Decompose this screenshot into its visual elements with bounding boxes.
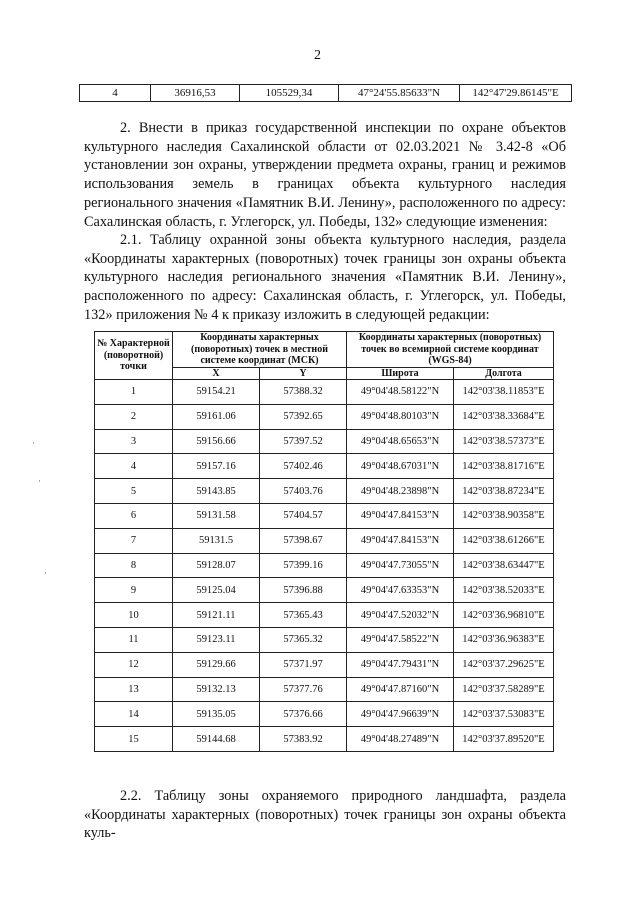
table-cell: 142°03'38.63447"E bbox=[454, 553, 554, 578]
table-cell: 49°04'47.58522"N bbox=[347, 627, 454, 652]
table-row bbox=[95, 454, 554, 479]
coordinates-table bbox=[94, 331, 554, 752]
table-cell: 15 bbox=[95, 727, 173, 752]
table-cell: 49°04'47.52032"N bbox=[347, 603, 454, 628]
table-header-row bbox=[95, 332, 554, 368]
table-cell: 12 bbox=[95, 652, 173, 677]
table-row bbox=[95, 404, 554, 429]
table-cell: 49°04'47.63353"N bbox=[347, 578, 454, 603]
table-cell: 142°03'38.61266"E bbox=[454, 528, 554, 553]
header-x: X bbox=[173, 367, 260, 380]
table-cell: 57398.67 bbox=[260, 528, 347, 553]
table-cell: 57403.76 bbox=[260, 479, 347, 504]
table-cell: 49°04'47.84153"N bbox=[347, 503, 454, 528]
table-cell: 49°04'47.73055"N bbox=[347, 553, 454, 578]
table-cell: 142°03'38.52033"E bbox=[454, 578, 554, 603]
table-cell: 6 bbox=[95, 503, 173, 528]
table-cell: 59156.66 bbox=[173, 429, 260, 454]
table-cell: 59135.05 bbox=[173, 702, 260, 727]
table-cell: 4 bbox=[95, 454, 173, 479]
table-cell: 142°47'29.86145"E bbox=[460, 85, 572, 102]
table-cell: 59143.85 bbox=[173, 479, 260, 504]
table-cell: 49°04'48.58122"N bbox=[347, 380, 454, 405]
table-cell: 49°04'47.87160"N bbox=[347, 677, 454, 702]
table-cell: 57402.46 bbox=[260, 454, 347, 479]
table-cell: 59131.5 bbox=[173, 528, 260, 553]
table-cell: 57376.66 bbox=[260, 702, 347, 727]
table-cell: 142°03'36.96383"E bbox=[454, 627, 554, 652]
scan-mark: · bbox=[38, 476, 41, 486]
table-row bbox=[95, 652, 554, 677]
table-cell: 57397.52 bbox=[260, 429, 347, 454]
table-cell: 142°03'37.29625"E bbox=[454, 652, 554, 677]
table-cell: 59161.06 bbox=[173, 404, 260, 429]
table-cell: 49°04'48.65653"N bbox=[347, 429, 454, 454]
table-cell: 8 bbox=[95, 553, 173, 578]
table-cell: 59125.04 bbox=[173, 578, 260, 603]
table-cell: 49°04'48.80103"N bbox=[347, 404, 454, 429]
table-cell: 9 bbox=[95, 578, 173, 603]
table-cell: 59123.11 bbox=[173, 627, 260, 652]
table-cell: 57365.32 bbox=[260, 627, 347, 652]
scan-mark: · bbox=[32, 438, 35, 448]
table-cell: 49°04'48.67031"N bbox=[347, 454, 454, 479]
table-cell: 11 bbox=[95, 627, 173, 652]
table-cell: 59121.11 bbox=[173, 603, 260, 628]
top-coordinates-table bbox=[79, 84, 572, 102]
header-y: Y bbox=[260, 367, 347, 380]
table-cell: 49°04'48.23898"N bbox=[347, 479, 454, 504]
table-row bbox=[95, 727, 554, 752]
table-row bbox=[95, 578, 554, 603]
table-cell: 49°04'48.27489"N bbox=[347, 727, 454, 752]
table-cell: 142°03'38.33684"E bbox=[454, 404, 554, 429]
table-cell: 57392.65 bbox=[260, 404, 347, 429]
table-cell: 142°03'36.96810"E bbox=[454, 603, 554, 628]
table-cell: 57383.92 bbox=[260, 727, 347, 752]
header-lon: Долгота bbox=[454, 367, 554, 380]
scan-mark: · bbox=[44, 568, 47, 578]
table-cell: 57388.32 bbox=[260, 380, 347, 405]
table-cell: 59128.07 bbox=[173, 553, 260, 578]
table-row bbox=[95, 479, 554, 504]
table-cell: 142°03'38.11853"E bbox=[454, 380, 554, 405]
table-row bbox=[95, 380, 554, 405]
table-row bbox=[95, 553, 554, 578]
table-cell: 142°03'38.90358"E bbox=[454, 503, 554, 528]
table-row bbox=[95, 677, 554, 702]
table-cell: 142°03'37.58289"E bbox=[454, 677, 554, 702]
table-row bbox=[95, 702, 554, 727]
table-cell: 142°03'38.57373"E bbox=[454, 429, 554, 454]
table-cell: 59157.16 bbox=[173, 454, 260, 479]
page-number: 2 bbox=[314, 48, 321, 63]
table-cell: 49°04'47.96639"N bbox=[347, 702, 454, 727]
table-row bbox=[95, 603, 554, 628]
table-cell: 57399.16 bbox=[260, 553, 347, 578]
table-cell: 59132.13 bbox=[173, 677, 260, 702]
table-cell: 13 bbox=[95, 677, 173, 702]
table-row bbox=[95, 528, 554, 553]
table-row bbox=[95, 429, 554, 454]
table-cell: 59131.58 bbox=[173, 503, 260, 528]
table-cell: 59144.68 bbox=[173, 727, 260, 752]
table-cell: 47°24'55.85633"N bbox=[339, 85, 460, 102]
table-cell: 3 bbox=[95, 429, 173, 454]
table-cell: 4 bbox=[80, 85, 151, 102]
table-cell: 5 bbox=[95, 479, 173, 504]
table-row bbox=[80, 85, 572, 102]
table-cell: 36916,53 bbox=[151, 85, 240, 102]
table-cell: 57404.57 bbox=[260, 503, 347, 528]
table-cell: 1 bbox=[95, 380, 173, 405]
paragraph-2-2: 2.2. Таблицу зоны охраняемого природного ландшафта, раздела «Координаты характерных (поворотных) точек границы зон охраны объекта куль- bbox=[84, 788, 566, 842]
table-cell: 49°04'47.84153"N bbox=[347, 528, 454, 553]
header-wgs: Координаты характерных (поворотных) точек во всемирной системе координат (WGS-84) bbox=[347, 332, 554, 368]
table-cell: 142°03'37.89520"E bbox=[454, 727, 554, 752]
table-cell: 57371.97 bbox=[260, 652, 347, 677]
header-lat: Широта bbox=[347, 367, 454, 380]
table-cell: 105529,34 bbox=[240, 85, 339, 102]
table-cell: 142°03'37.53083"E bbox=[454, 702, 554, 727]
header-point-number: № Характерной (поворотной) точки bbox=[95, 332, 173, 380]
table-cell: 59154.21 bbox=[173, 380, 260, 405]
table-row bbox=[95, 503, 554, 528]
table-cell: 49°04'47.79431"N bbox=[347, 652, 454, 677]
paragraph-2-1: 2.1. Таблицу охранной зоны объекта культурного наследия, раздела «Координаты характерных (поворотных) точек границы зон охраны объекта культурного наследия регионального значения «Памятник В.И. Ленину», расположенного по адресу: Сахалинская область, г. Углегорск, ул. Победы, 132» приложения № 4 к приказу изложить в следующей редакции: bbox=[84, 232, 566, 323]
table-cell: 142°03'38.87234"E bbox=[454, 479, 554, 504]
table-cell: 14 bbox=[95, 702, 173, 727]
table-row bbox=[95, 627, 554, 652]
table-cell: 59129.66 bbox=[173, 652, 260, 677]
table-cell: 10 bbox=[95, 603, 173, 628]
header-msk: Координаты характерных (поворотных) точек в местной системе координат (МСК) bbox=[173, 332, 347, 368]
table-cell: 57377.76 bbox=[260, 677, 347, 702]
table-cell: 57365.43 bbox=[260, 603, 347, 628]
table-cell: 2 bbox=[95, 404, 173, 429]
table-cell: 7 bbox=[95, 528, 173, 553]
table-cell: 57396.88 bbox=[260, 578, 347, 603]
paragraph-2: 2. Внести в приказ государственной инспекции по охране объектов культурного наследия Сахалинской области от 02.03.2021 № 3.42-8 «Об установлении зон охраны, утверждении предмета охраны, границ и режимов использования земель в границах объекта культурного наследия регионального значения «Памятник В.И. Ленину», расположенного по адресу: Сахалинская область, г. Углегорск, ул. Победы, 132» следующие изменения: bbox=[84, 120, 566, 230]
table-cell: 142°03'38.81716"E bbox=[454, 454, 554, 479]
